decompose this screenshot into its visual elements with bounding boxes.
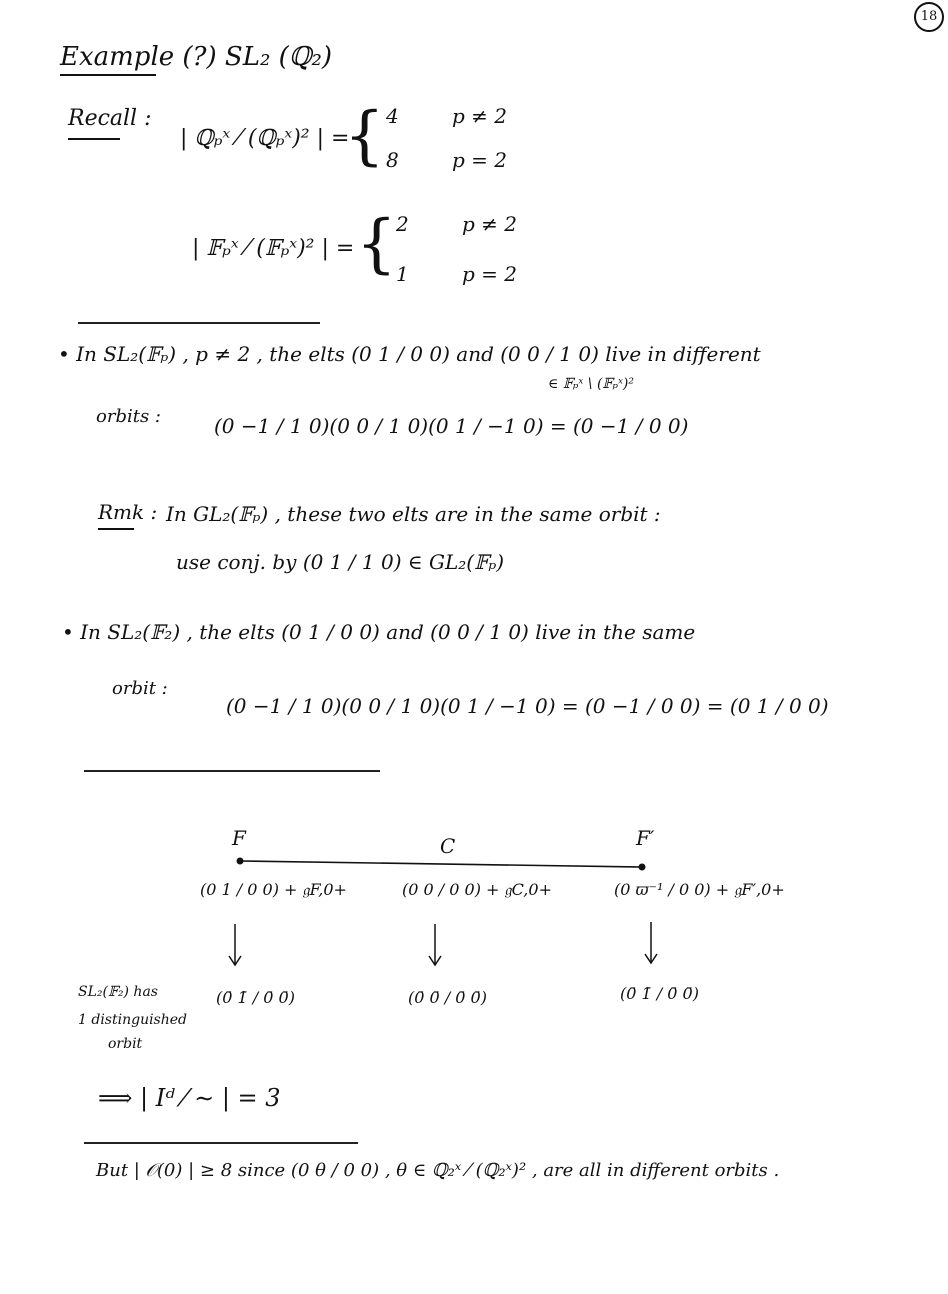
remark-line2: use conj. by (0 1 / 1 0) ∈ GL₂(𝔽ₚ) xyxy=(176,550,505,574)
vertex-F xyxy=(237,858,244,865)
recall-line1-case1-cond: p ≠ 2 xyxy=(452,104,507,128)
recall-line2-case2-cond: p = 2 xyxy=(462,262,517,286)
diagram-bottom-expr-F: (0̄ 1̄ / 0̄ 0̄) xyxy=(216,988,295,1007)
recall-line2-case2-value: 1 xyxy=(396,262,409,286)
recall-line2-case1-cond: p ≠ 2 xyxy=(462,212,517,236)
side-note-line1: SL₂(𝔽₂) has xyxy=(78,984,158,1000)
recall-line1-brace: { xyxy=(344,99,385,173)
recall-line2-case1-value: 2 xyxy=(396,212,409,236)
conclusion: ⟹ | Iᵈ ⁄ ∼ | = 3 xyxy=(98,1084,281,1112)
final-line: But | 𝒪(0) | ≥ 8 since (0 θ / 0 0) , θ ∈ ℚ₂ˣ ⁄ (ℚ₂ˣ)² , are all in different orbits . xyxy=(96,1160,780,1181)
recall-line1-case2-cond: p = 2 xyxy=(452,148,507,172)
diagram-label-C: C xyxy=(440,834,456,858)
diagram-top-expr-F-prime: (0 ϖ⁻¹ / 0 0) + 𝔤F′,0+ xyxy=(614,880,785,899)
divider-3 xyxy=(84,1142,358,1144)
bullet2-equation: (0 −1 / 1 0)(0 0 / 1 0)(0 1 / −1 0) = (0 −1 / 0 0) = (0 1 / 0 0) xyxy=(226,694,829,718)
bullet1-annotation: ∈ 𝔽ₚˣ \ (𝔽ₚˣ)² xyxy=(548,376,634,392)
side-note-line2: 1 distinguished xyxy=(78,1012,188,1028)
building-edge xyxy=(240,861,642,867)
recall-line2-lhs: | 𝔽ₚˣ ⁄ (𝔽ₚˣ)² | = xyxy=(192,236,355,261)
diagram-top-expr-F: (0 1 / 0 0) + 𝔤F,0+ xyxy=(200,880,347,899)
page-number: 18 xyxy=(914,2,944,32)
vertex-F-prime xyxy=(639,864,646,871)
recall-label: Recall : xyxy=(68,106,152,131)
recall-line1-case1-value: 4 xyxy=(386,104,399,128)
bullet1-line1: • In SL₂(𝔽ₚ) , p ≠ 2 , the elts (0 1 / 0 0) and (0 0 / 1 0) live in different xyxy=(58,342,761,366)
bullet2-line1: • In SL₂(𝔽₂) , the elts (0 1 / 0 0) and (0 0 / 1 0) live in the same xyxy=(62,620,696,644)
diagram-label-F-prime: F′ xyxy=(636,826,655,850)
remark-label: Rmk : xyxy=(98,500,158,524)
recall-line1-case2-value: 8 xyxy=(386,148,399,172)
recall-line2-brace: { xyxy=(356,207,397,281)
diagram-bottom-expr-C: (0̄ 0̄ / 0̄ 0̄) xyxy=(408,988,487,1007)
side-note-line3: orbit xyxy=(108,1036,143,1052)
bullet2-orbit-label: orbit : xyxy=(112,678,168,699)
page-title: Example (?) SL₂ (ℚ₂) xyxy=(60,42,333,72)
diagram-label-F: F xyxy=(232,826,246,850)
diagram-top-expr-C: (0 0 / 0 0) + 𝔤C,0+ xyxy=(402,880,552,899)
recall-line1-lhs: | ℚₚˣ ⁄ (ℚₚˣ)² | = xyxy=(180,126,350,151)
diagram-bottom-expr-F-prime: (0̄ 1̄ / 0̄ 0̄) xyxy=(620,984,699,1003)
bullet1-equation: (0 −1 / 1 0)(0 0 / 1 0)(0 1 / −1 0) = (0 −1 / 0 0) xyxy=(214,414,689,438)
bullet1-orbits-label: orbits : xyxy=(96,406,161,427)
remark-line1: In GL₂(𝔽ₚ) , these two elts are in the same orbit : xyxy=(166,502,661,526)
